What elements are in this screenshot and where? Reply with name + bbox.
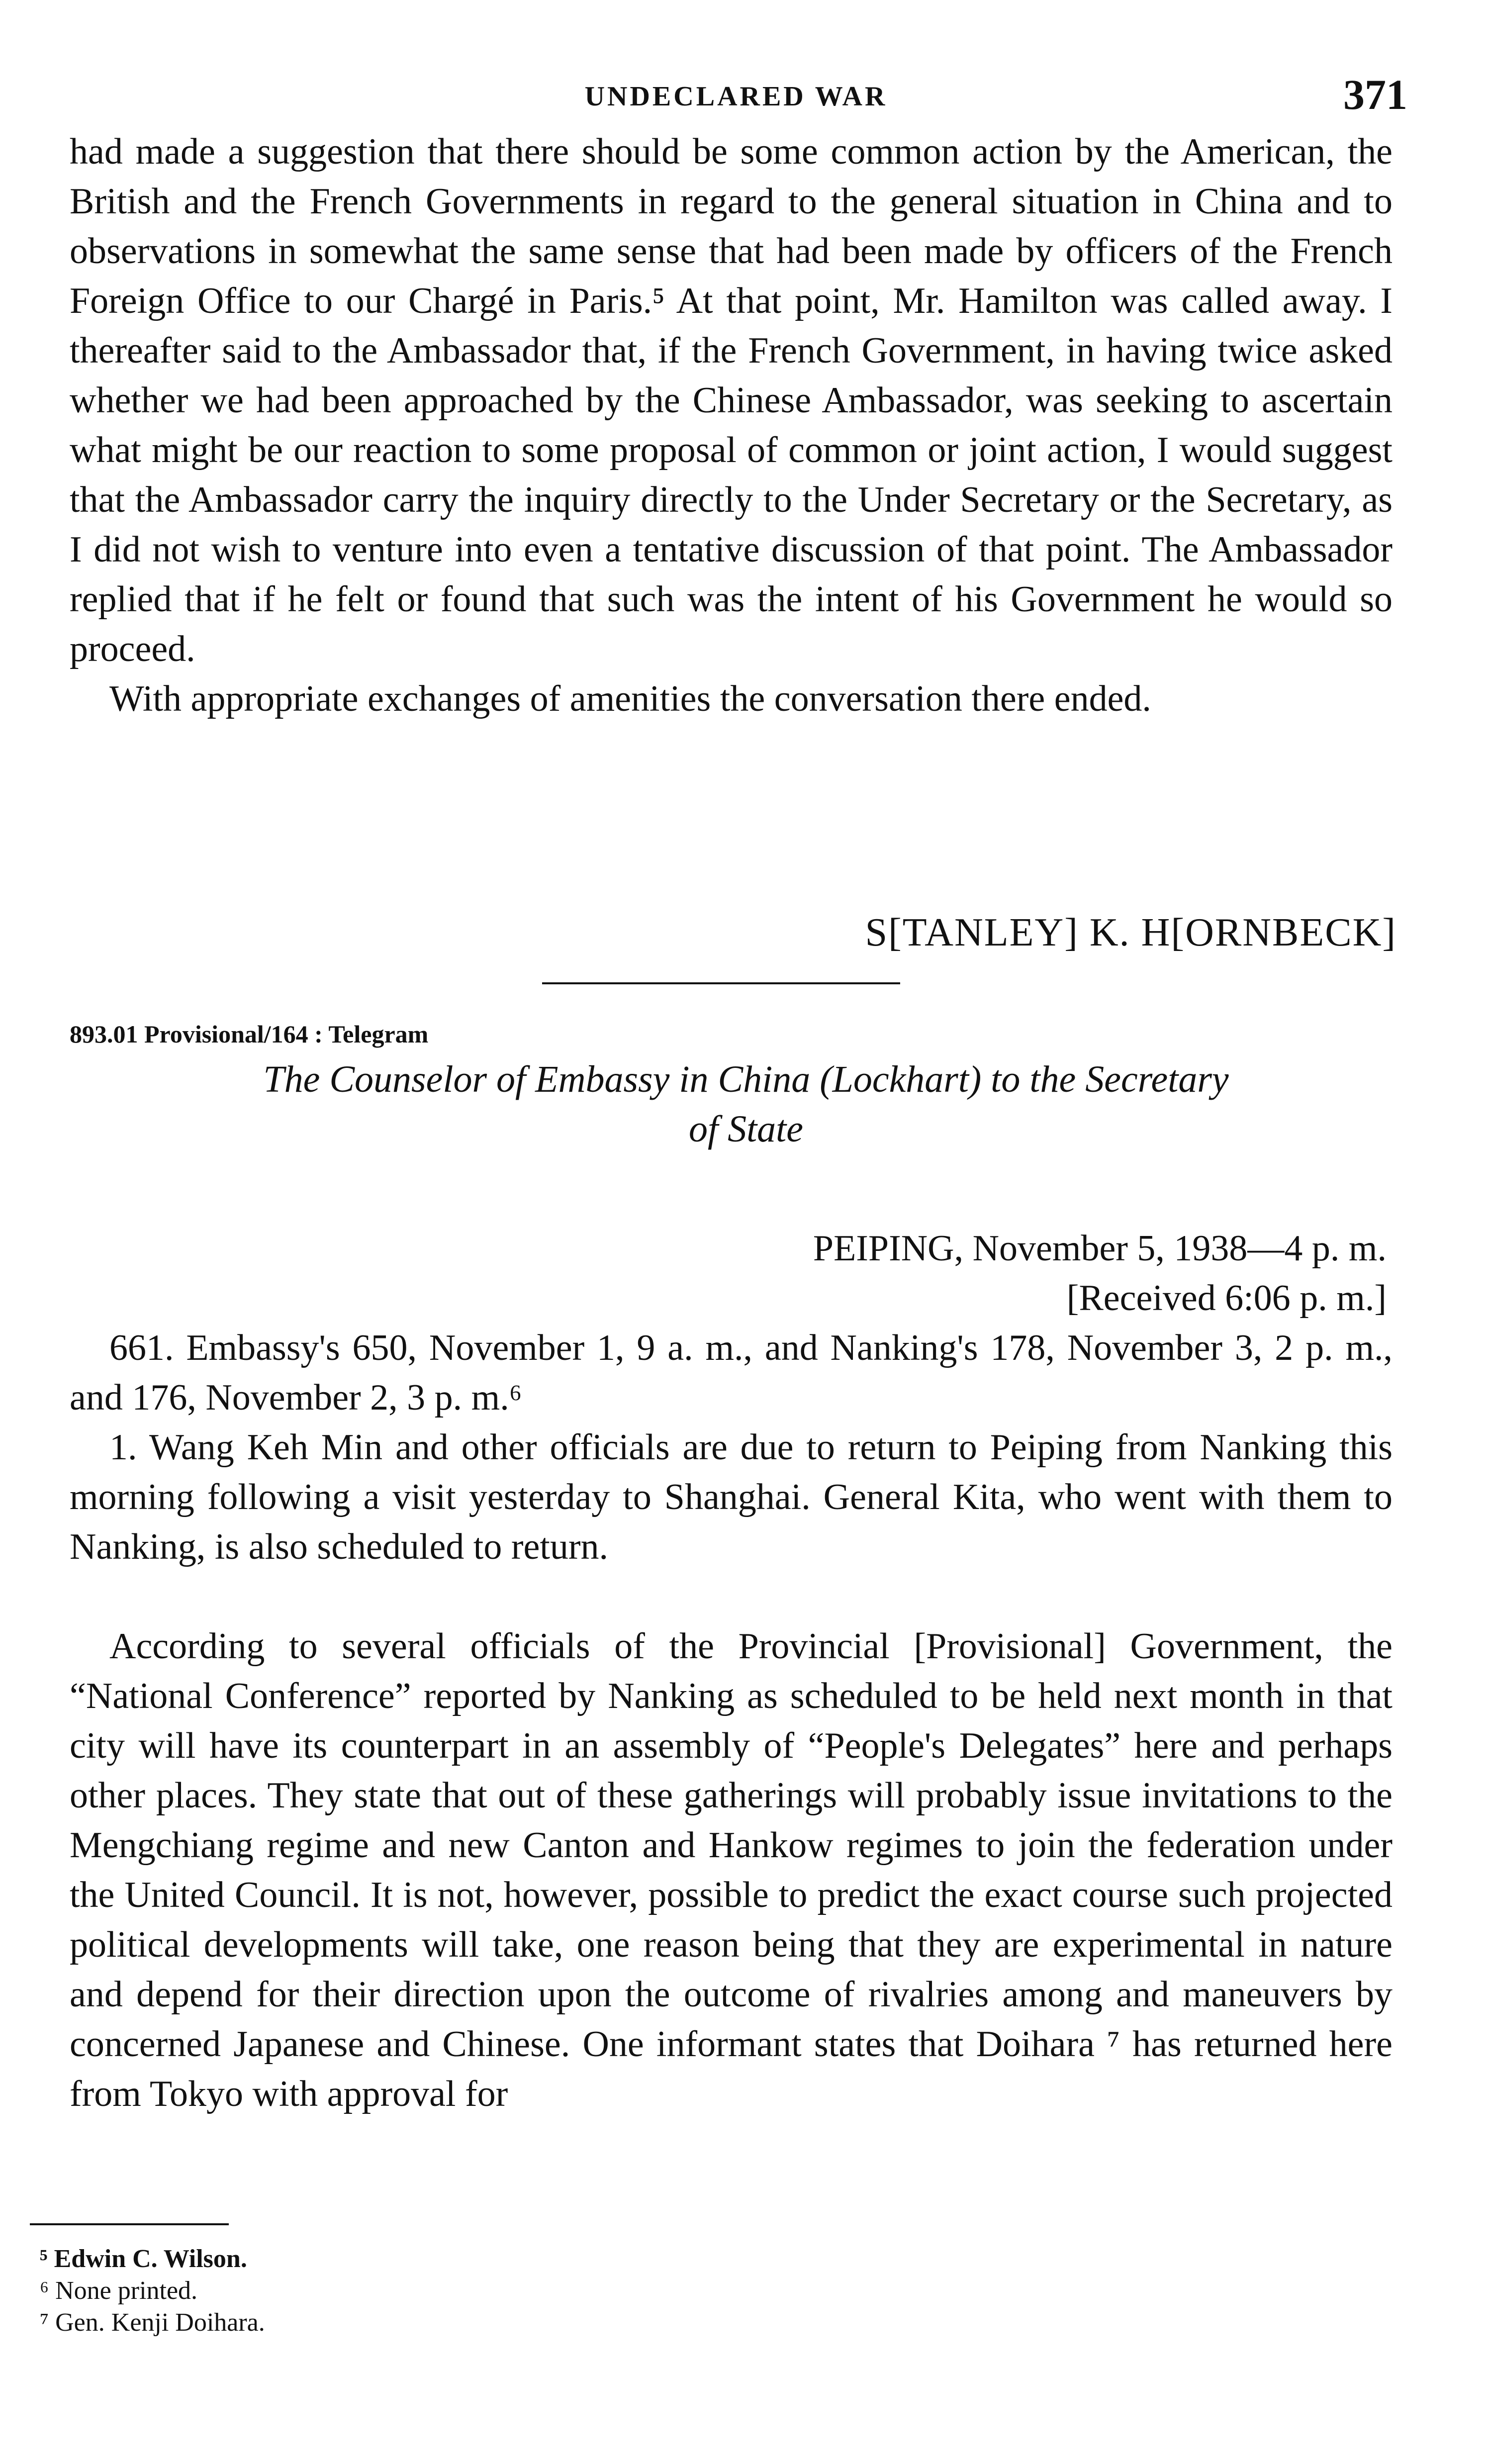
footnote: ⁷ Gen. Kenji Doihara. [40,2308,265,2337]
memo-conclusion [70,127,1393,724]
paragraph: had made a suggestion that there should be some common action by the American, the British and the French Governments in regard to the general situation in China and to observations in somewhat the same sense that had been made by officers of the French Foreign Office to our Chargé in Paris.⁵ At that point, Mr. Hamilton was called away. I thereafter said to the Ambassador that, if the French Government, in having twice asked whether we had been approached by the Chinese Ambassador, was seeking to ascertain what might be our reaction to some proposal of common or joint action, I would suggest that the Ambassador carry the inquiry directly to the Under Secretary or the Secretary, as I did not wish to venture into even a tentative discussion of that point. The Ambassador replied that if he felt or found that such was the intent of his Government he would so proceed. [70,131,1393,669]
signature: S[TANLEY] K. H[ORNBECK] [865,911,1396,954]
heading-line: of State [688,1108,804,1150]
document-heading [149,1054,1343,1154]
paragraph: 661. Embassy's 650, November 1, 9 a. m., and Nanking's 178, November 3, 2 p. m., and 176, November 2, 3 p. m.⁶ [70,1327,1393,1418]
footnote-divider [30,2223,229,2225]
heading-line: The Counselor of Embassy in China (Lockhart) to the Secretary [263,1058,1229,1100]
file-reference: 893.01 Provisional/164 : Telegram [70,1020,429,1048]
received-time: [Received 6:06 p. m.] [1066,1278,1387,1319]
paragraph: 1. Wang Keh Min and other officials are due to return to Peiping from Nanking this morning following a visit yesterday to Shanghai. General Kita, who went with them to Nanking, is also scheduled to return. [70,1427,1393,1567]
place-date: PEIPING, November 5, 1938—4 p. m. [813,1228,1387,1269]
telegram-body [70,1621,1393,2119]
section-divider [542,982,900,984]
dateline [813,1224,1387,1323]
footnote: ⁵ Edwin C. Wilson. [40,2245,247,2273]
footnote: ⁶ None printed. [40,2276,198,2305]
running-title: UNDECLARED WAR [584,81,888,112]
paragraph: According to several officials of the Provincial [Provisional] Government, the “National Conference” reported by Nanking as scheduled to be held next month in that city will have its counterpart in an assembly of “People's Delegates” here and perhaps other places. They state that out of these gatherings will probably issue invitations to the Mengchiang regime and new Canton and Hankow regimes to join the federation under the United Council. It is not, however, possible to predict the exact course such projected political developments will take, one reason being that they are experimental in nature and depend for their direction upon the outcome of rivalries among and maneuvers by concerned Japanese and Chinese. One informant states that Doihara ⁷ has returned here from Tokyo with approval for [70,1626,1393,2114]
telegram-opening [70,1323,1393,1572]
footnotes [40,2243,265,2339]
page-number: 371 [1343,71,1407,118]
paragraph: With appropriate exchanges of amenities the conversation there ended. [109,678,1151,719]
